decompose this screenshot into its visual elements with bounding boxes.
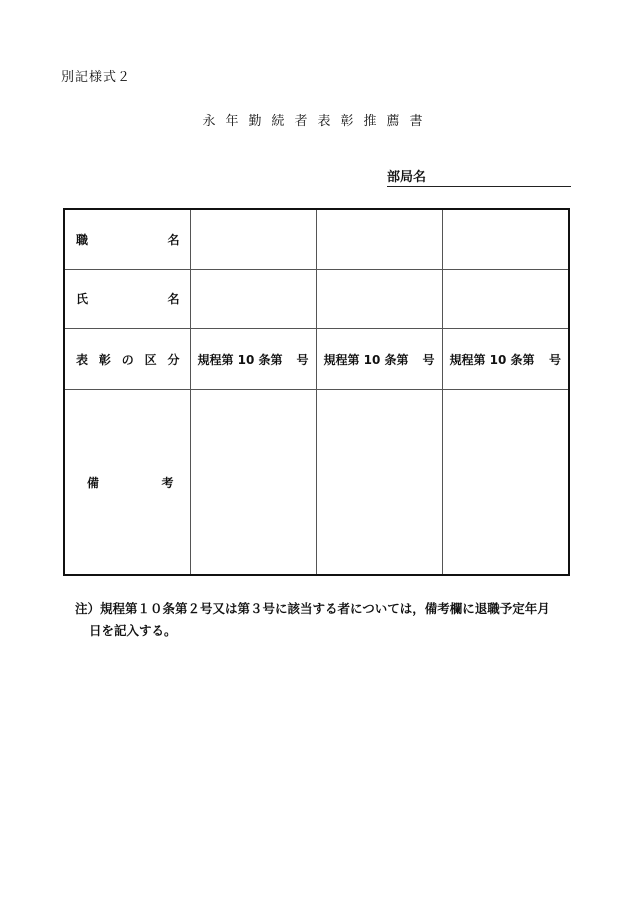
clause-text: 規程第 10 条第 bbox=[449, 352, 535, 367]
cell-award-category-3[interactable] bbox=[442, 329, 569, 390]
label-char: 名 bbox=[167, 232, 180, 247]
label-char: 表 bbox=[76, 352, 89, 367]
cell-name-2[interactable] bbox=[316, 269, 442, 328]
label-char: 氏 bbox=[76, 292, 89, 307]
label-award-category bbox=[64, 329, 190, 390]
row-name bbox=[64, 269, 569, 328]
cell-award-category-2[interactable] bbox=[316, 329, 442, 390]
label-char: 職 bbox=[76, 232, 89, 247]
row-position bbox=[64, 209, 569, 269]
footnote bbox=[75, 598, 575, 642]
department-label: 部局名 bbox=[387, 170, 427, 185]
recommendation-table bbox=[63, 208, 570, 576]
label-char: 備 bbox=[87, 475, 100, 490]
label-char: 彰 bbox=[98, 352, 111, 367]
cell-remarks-1[interactable] bbox=[190, 390, 316, 575]
form-number: 別記様式２ bbox=[61, 70, 132, 85]
label-char: の bbox=[121, 352, 134, 367]
label-char: 考 bbox=[161, 475, 174, 490]
cell-position-1[interactable] bbox=[190, 209, 316, 269]
department-field[interactable] bbox=[387, 170, 571, 187]
clause-text: 規程第 10 条第 bbox=[197, 352, 283, 367]
cell-name-3[interactable] bbox=[442, 269, 569, 328]
footnote-line-2: 日を記入する。 bbox=[89, 623, 177, 638]
row-remarks bbox=[64, 390, 569, 575]
clause-suffix: 号 bbox=[422, 352, 435, 367]
label-char: 名 bbox=[167, 292, 180, 307]
row-award-category bbox=[64, 329, 569, 390]
clause-text: 規程第 10 条第 bbox=[323, 352, 409, 367]
cell-position-3[interactable] bbox=[442, 209, 569, 269]
clause-suffix: 号 bbox=[296, 352, 309, 367]
label-char: 区 bbox=[144, 352, 157, 367]
cell-name-1[interactable] bbox=[190, 269, 316, 328]
clause-suffix: 号 bbox=[548, 352, 561, 367]
cell-remarks-2[interactable] bbox=[316, 390, 442, 575]
page-title: 永年勤続者表彰推薦書 bbox=[202, 114, 433, 129]
label-char: 分 bbox=[167, 352, 180, 367]
label-name bbox=[64, 269, 190, 328]
cell-award-category-1[interactable] bbox=[190, 329, 316, 390]
label-position bbox=[64, 209, 190, 269]
cell-position-2[interactable] bbox=[316, 209, 442, 269]
label-remarks bbox=[64, 390, 190, 575]
footnote-line-1: 注）規程第１０条第２号又は第３号に該当する者については，備考欄に退職予定年月 bbox=[75, 601, 550, 616]
cell-remarks-3[interactable] bbox=[442, 390, 569, 575]
